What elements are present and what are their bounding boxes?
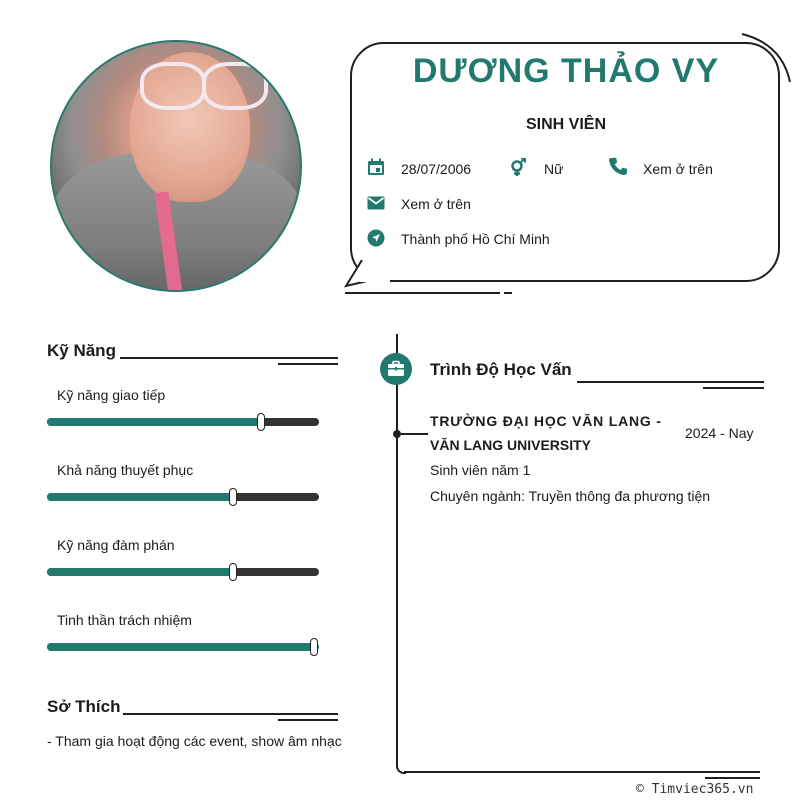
briefcase-icon [380,353,412,385]
skill-label: Tinh thần trách nhiệm [57,612,192,628]
education-title: Trình Độ Học Vấn [430,360,572,379]
skill-label: Khả năng thuyết phục [57,462,194,478]
skill-knob [310,638,318,656]
candidate-name: DƯƠNG THẢO VY [412,52,720,90]
education-title-line [577,381,764,383]
timeline-bottom-dash [705,777,760,779]
skill-knob [229,563,237,581]
skill-bar-fill [47,418,261,426]
phone-icon [609,157,627,175]
timeline-connector [401,433,428,435]
education-period: 2024 - Nay [685,425,754,441]
education-title-line2 [703,387,764,389]
hobbies-title: Sở Thích [47,697,121,716]
header-underline-dash [504,292,512,294]
education-detail-major: Chuyên ngành: Truyền thông đa phương tiện [430,488,711,504]
skill-bar-fill [47,568,233,576]
hobbies-title-line [123,713,338,715]
bubble-tail-mask [360,276,390,282]
school-name-line1: TRƯỜNG ĐẠI HỌC VĂN LANG - [430,413,662,429]
calendar-icon [367,158,385,176]
header-underline [345,292,500,294]
skill-bar [47,493,319,501]
skill-label: Kỹ năng đàm phán [57,537,175,553]
skill-knob [257,413,265,431]
gender-icon [509,158,527,176]
location-icon [367,229,385,247]
skill-bar-fill [47,493,233,501]
timeline-line [396,334,398,766]
copyright: © Timviec365.vn [636,782,754,797]
gender-value: Nữ [544,161,564,177]
dob-value: 28/07/2006 [401,161,472,177]
school-name-line2: VĂN LANG UNIVERSITY [430,437,592,453]
skill-bar [47,568,319,576]
skills-title: Kỹ Năng [47,341,116,360]
candidate-role: SINH VIÊN [525,116,606,133]
skill-label: Kỹ năng giao tiếp [57,387,166,403]
skill-bar [47,418,319,426]
skills-title-line [120,357,338,359]
profile-photo [50,40,302,292]
education-icon-badge [380,353,412,385]
hobbies-title-line2 [278,719,338,721]
skills-title-line2 [278,363,338,365]
email-value: Xem ở trên [401,196,471,212]
hobbies-text: - Tham gia hoạt động các event, show âm nhạc [47,733,342,749]
education-detail-year: Sinh viên năm 1 [430,462,531,478]
address-value: Thành phố Hồ Chí Minh [401,231,550,247]
timeline-bottom-line [404,771,760,773]
timeline-dot [393,430,401,438]
skill-knob [229,488,237,506]
skill-bar-fill [47,643,315,651]
email-icon [367,194,385,212]
phone-value: Xem ở trên [643,161,713,177]
skill-bar [47,643,319,651]
